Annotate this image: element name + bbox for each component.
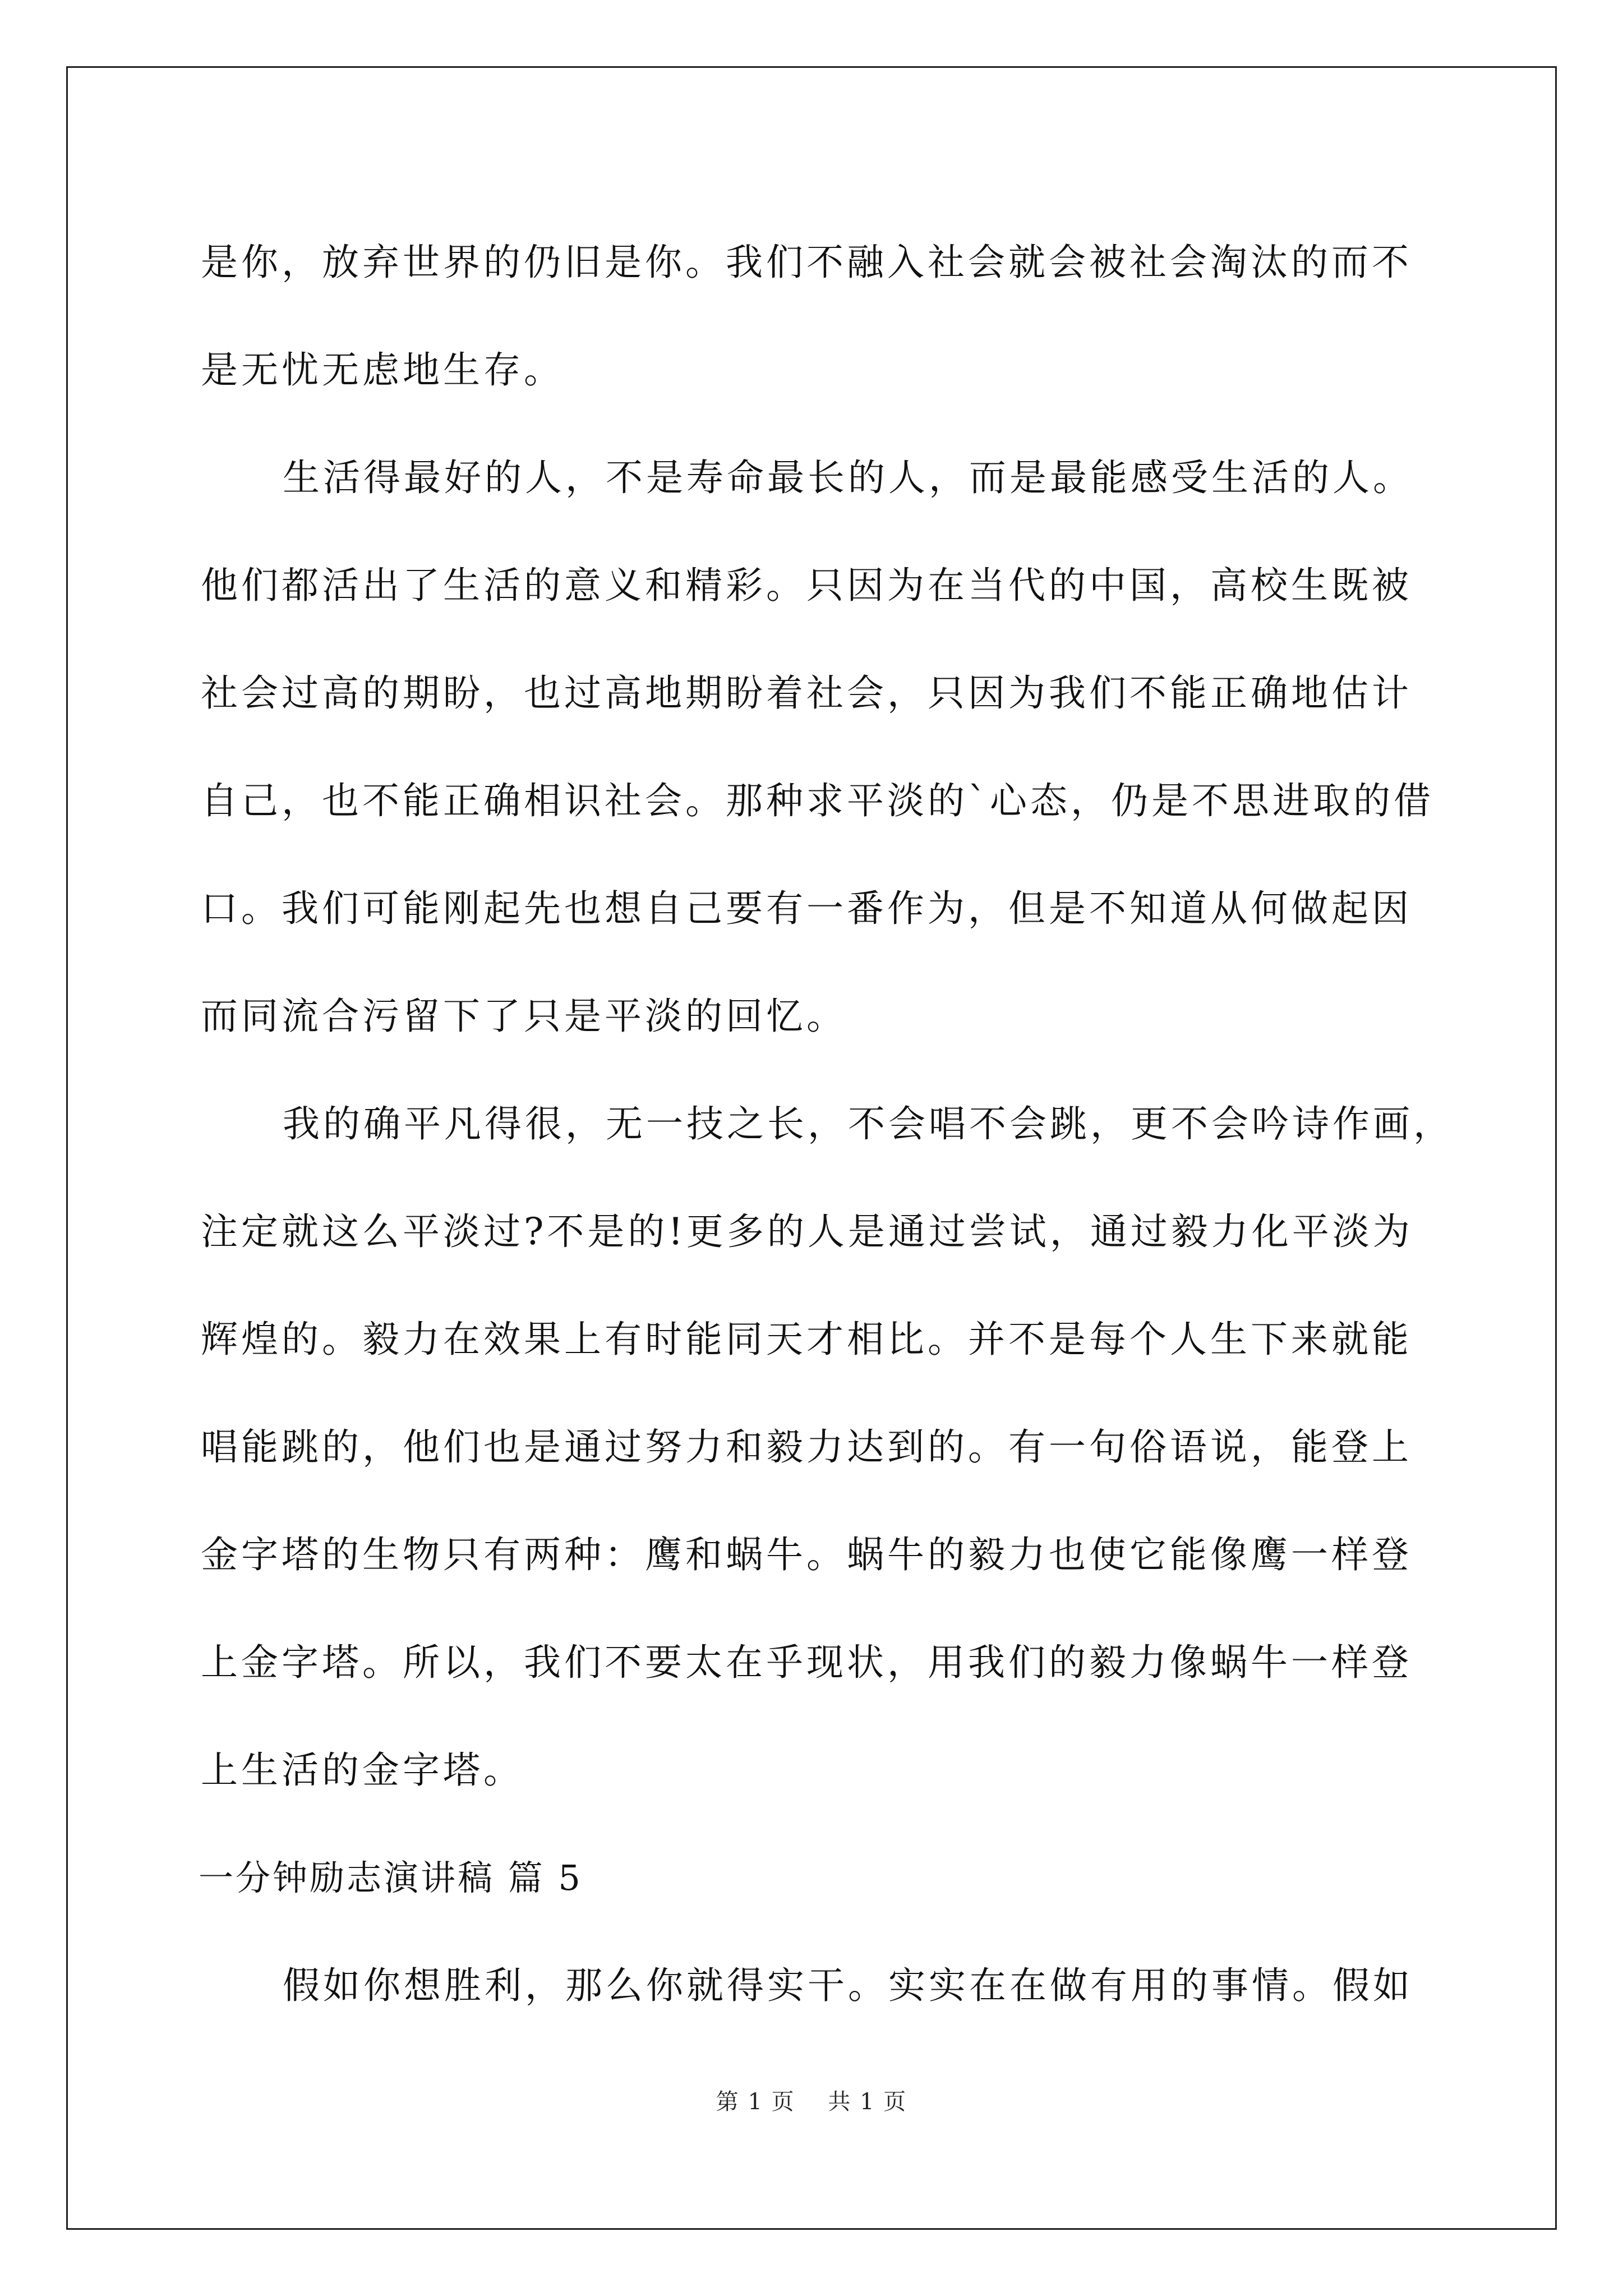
section-heading: 一分钟励志演讲稿 篇 5 [199, 1857, 583, 1898]
text-line: 我的确平凡得很，无一技之长，不会唱不会跳，更不会吟诗作画， [283, 1102, 1454, 1145]
text-line: 生活得最好的人，不是寿命最长的人，而是最能感受生活的人。 [283, 456, 1413, 499]
text-line: 唱能跳的，他们也是通过努力和毅力达到的。有一句俗语说，能登上 [201, 1425, 1412, 1469]
page-footer [0, 2084, 1623, 2116]
text-line: 辉煌的。毅力在效果上有时能同天才相比。并不是每个人生下来就能 [201, 1318, 1412, 1361]
paragraph [201, 209, 1429, 424]
paragraph [201, 1932, 1429, 2040]
text-line: 金字塔的生物只有两种：鹰和蜗牛。蜗牛的毅力也使它能像鹰一样登 [201, 1533, 1412, 1576]
paragraph [201, 424, 1434, 1070]
text-line: 是无忧无虑地生存。 [201, 348, 564, 392]
page-total: 共 1 页 [828, 2089, 907, 2115]
text-line: 口。我们可能刚起先也想自己要有一番作为，但是不知道从何做起因 [201, 887, 1412, 930]
text-line: 假如你想胜利，那么你就得实干。实实在在做有用的事情。假如 [283, 1964, 1413, 2007]
page-number: 第 1 页 [716, 2089, 795, 2115]
text-line: 自己，也不能正确相识社会。那种求平淡的`心态，仍是不思进取的借 [201, 779, 1434, 822]
paragraph [201, 1070, 1454, 1824]
text-line: 社会过高的期盼，也过高地期盼着社会，只因为我们不能正确地估计 [201, 671, 1412, 715]
text-line: 他们都活出了生活的意义和精彩。只因为在当代的中国，高校生既被 [201, 564, 1412, 607]
document-body [199, 209, 1454, 2040]
text-line: 注定就这么平淡过?不是的!更多的人是通过尝试，通过毅力化平淡为 [201, 1210, 1413, 1253]
text-line: 上生活的金字塔。 [201, 1749, 524, 1792]
text-line: 上金字塔。所以，我们不要太在乎现状，用我们的毅力像蜗牛一样登 [201, 1641, 1412, 1684]
text-line: 是你，放弃世界的仍旧是你。我们不融入社会就会被社会淘汰的而不 [201, 241, 1412, 284]
text-line: 而同流合污留下了只是平淡的回忆。 [201, 995, 847, 1038]
